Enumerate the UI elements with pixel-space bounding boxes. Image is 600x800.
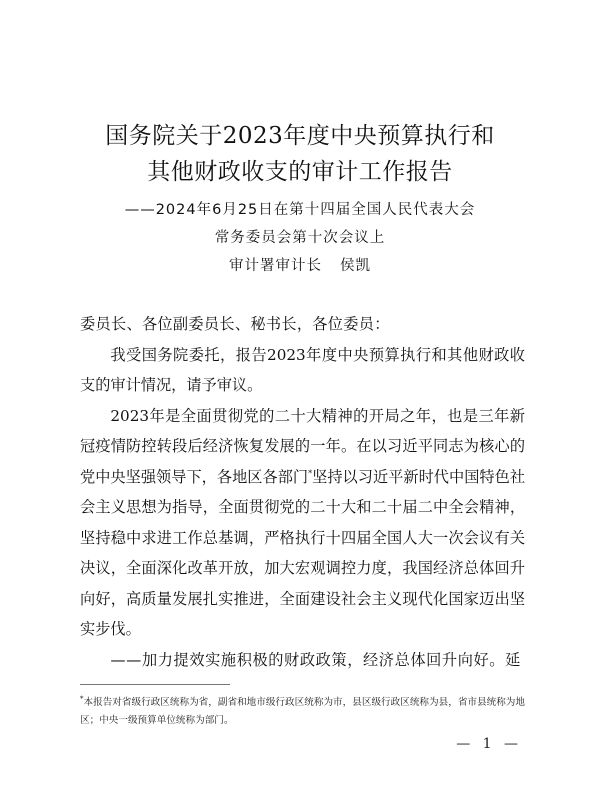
- report-subtitle: [0, 196, 600, 280]
- report-body: [80, 309, 525, 675]
- footnote-mark: *: [80, 694, 84, 703]
- salutation: 委员长、各位副委员长、秘书长，各位委员：: [80, 315, 390, 333]
- paragraph-3: [80, 645, 525, 676]
- paragraph-3-text: ——加力提效实施积极的财政政策，经济总体回升向好。延: [110, 650, 521, 669]
- footnote-reference: *: [308, 468, 313, 478]
- title-line-1: 国务院关于2023年度中央预算执行和: [105, 123, 495, 149]
- footnote: [80, 694, 525, 730]
- footnote-text: 本报告对省级行政区统称为省，副省和地市级行政区统称为市，县区级行政区统称为县，省市县统称为地区；中央一级预算单位统称为部门。: [80, 697, 525, 726]
- author-role: 审计署审计长: [229, 258, 322, 274]
- author-name: 侯凯: [340, 258, 371, 274]
- subtitle-line-2: 常务委员会第十次会议上: [214, 230, 386, 246]
- title-line-2: 其他财政收支的审计工作报告: [147, 159, 453, 185]
- footnote-divider: [80, 684, 230, 685]
- paragraph-2: [80, 401, 525, 645]
- author-line: [0, 252, 600, 280]
- report-title: [0, 118, 600, 190]
- paragraph-1: 我受国务院委托，报告2023年度中央预算执行和其他财政收支的审计情况，请予审议。: [80, 345, 525, 394]
- paragraph-2-part-1: 2023年是全面贯彻党的二十大精神的开局之年，也是三年新冠疫情防控转段后经济恢复发展的一年。在以习近平同志为核心的党中央坚强领导下，各地区各部门: [80, 406, 525, 486]
- page-number: — 1 —: [456, 736, 522, 752]
- subtitle-line-1: ——2024年6月25日在第十四届全国人民代表大会: [124, 202, 476, 218]
- paragraph-2-part-2: 坚持以习近平新时代中国特色社会主义思想为指导，全面贯彻党的二十大和二十届二中全会精神，坚持稳中求进工作总基调，严格执行十四届全国人大一次会议有关决议，全面深化改革开放，加大宏观调控力度，我国经济总体回升向好，高质量发展扎实推进，全面建设社会主义现代化国家迈出坚实步伐。: [80, 467, 526, 638]
